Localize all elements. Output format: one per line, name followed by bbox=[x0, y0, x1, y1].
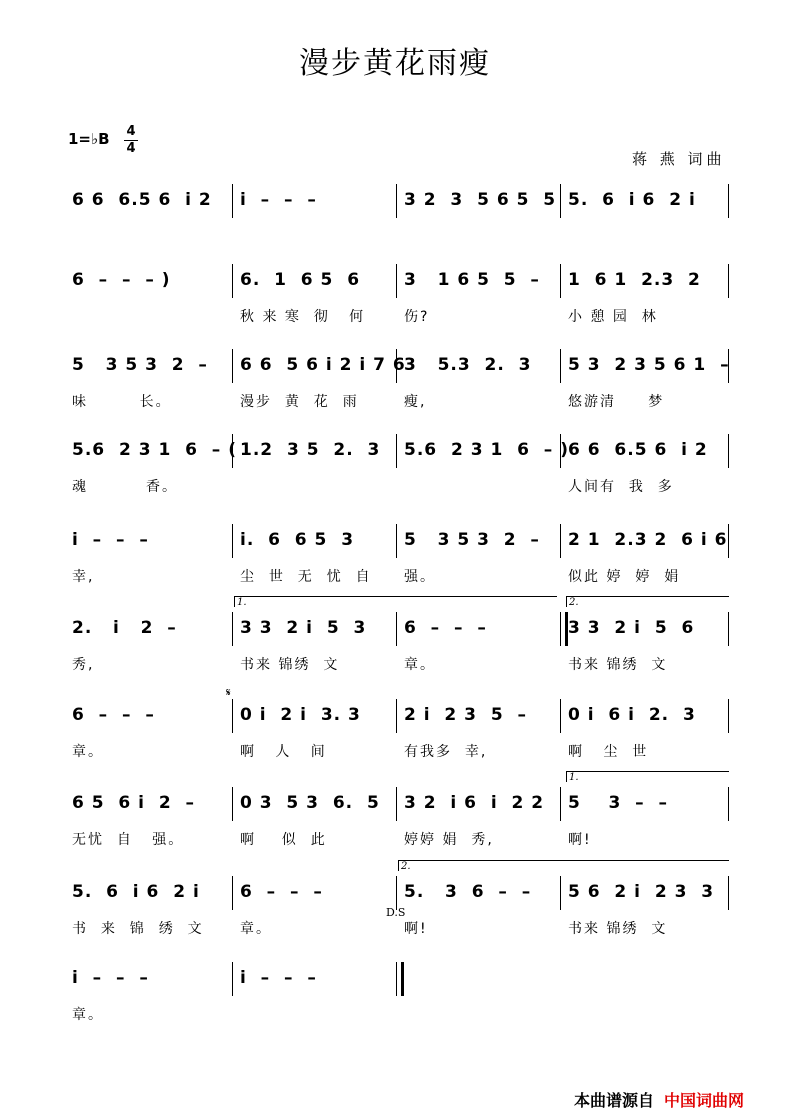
barline bbox=[396, 434, 397, 468]
measure-notes: 5. 6 i 6 2 i bbox=[568, 190, 696, 210]
measure-notes: 3 1 6 5 5 – bbox=[404, 270, 540, 290]
measure-lyrics: 伤? bbox=[404, 309, 430, 325]
measure-notes: i – – – bbox=[240, 190, 317, 210]
barline bbox=[560, 612, 568, 646]
barline bbox=[728, 264, 729, 298]
barline bbox=[232, 787, 233, 821]
measure-lyrics: 婷婷 娟 秀, bbox=[404, 832, 494, 848]
measure-notes: 5.6 2 3 1 6 – ) bbox=[404, 440, 569, 460]
measure-notes: 3 2 3 5 6 5 5 bbox=[404, 190, 557, 210]
measure-notes: 6 5 6 i 2 – bbox=[72, 793, 195, 813]
barline bbox=[396, 349, 397, 383]
measure-notes: 5 3 – – bbox=[568, 793, 669, 813]
measure-lyrics: 啊 尘 世 bbox=[568, 744, 649, 760]
barline bbox=[728, 699, 729, 733]
barline bbox=[728, 434, 729, 468]
measure-notes: i – – – bbox=[240, 968, 317, 988]
measure-notes: 5 3 5 3 2 – bbox=[72, 355, 208, 375]
barline bbox=[728, 184, 729, 218]
measure-lyrics: 无忧 自 强。 bbox=[72, 832, 185, 848]
measure-notes: 3 5.3 2. 3 bbox=[404, 355, 532, 375]
barline bbox=[560, 184, 561, 218]
measure-notes: 5. 3 6 – – bbox=[404, 882, 532, 902]
measure-notes: 6 6 6.5 6 i 2 bbox=[568, 440, 708, 460]
measure-lyrics: 小 憩 园 林 bbox=[568, 309, 658, 325]
barline bbox=[396, 876, 397, 910]
measure-lyrics: 幸, bbox=[72, 569, 95, 585]
measure-lyrics: 章。 bbox=[72, 744, 104, 760]
barline bbox=[232, 524, 233, 558]
measure-lyrics: 秀, bbox=[72, 657, 95, 673]
measure-notes: 0 i 2 i 3. 3 bbox=[240, 705, 361, 725]
score-row bbox=[0, 968, 790, 1048]
barline bbox=[396, 699, 397, 733]
measure-notes: 5 6 2 i 2 3 3 bbox=[568, 882, 715, 902]
barline bbox=[232, 184, 233, 218]
barline bbox=[232, 349, 233, 383]
measure-lyrics: 悠游清 梦 bbox=[568, 394, 665, 410]
measure-lyrics: 啊 似 此 bbox=[240, 832, 327, 848]
measure-notes: 3 2 i 6 i 2 2 bbox=[404, 793, 545, 813]
barline bbox=[396, 787, 397, 821]
measure-lyrics: 味 长。 bbox=[72, 394, 172, 410]
measure-notes: 2 1 2.3 2 6 i 6 bbox=[568, 530, 728, 550]
measure-notes: 5 3 5 3 2 – bbox=[404, 530, 540, 550]
measure-notes: 6 – – – bbox=[404, 618, 487, 638]
barline bbox=[728, 349, 729, 383]
barline bbox=[728, 612, 729, 646]
time-signature-bottom: 4 bbox=[124, 140, 138, 157]
measure-lyrics: 魂 香。 bbox=[72, 479, 179, 495]
barline bbox=[728, 876, 729, 910]
score-row bbox=[0, 270, 790, 350]
barline bbox=[396, 962, 404, 996]
measure-lyrics: 章。 bbox=[240, 921, 272, 937]
measure-lyrics: 秋 来 寒 彻 何 bbox=[240, 309, 366, 325]
measure-lyrics: 有我多 幸, bbox=[404, 744, 488, 760]
barline bbox=[560, 876, 561, 910]
volta-second: 2. bbox=[566, 596, 729, 607]
measure-notes: 5 3 2 3 5 6 1 – bbox=[568, 355, 730, 375]
score-row bbox=[0, 597, 790, 698]
volta-first: 1. bbox=[234, 596, 557, 607]
score-row bbox=[0, 355, 790, 435]
volta-first: 1. bbox=[566, 771, 729, 782]
measure-lyrics: 啊 人 间 bbox=[240, 744, 327, 760]
measure-notes: 6 – – – bbox=[72, 705, 155, 725]
barline bbox=[560, 787, 561, 821]
measure-lyrics: 啊! bbox=[404, 921, 428, 937]
measure-lyrics: 似此 婷 婷 娟 bbox=[568, 569, 681, 585]
measure-notes: 3 3 2 i 5 6 bbox=[568, 618, 695, 638]
barline bbox=[232, 264, 233, 298]
measure-notes: i – – – bbox=[72, 530, 149, 550]
barline bbox=[396, 184, 397, 218]
score-row bbox=[0, 190, 790, 270]
measure-notes: 6 – – – ) bbox=[72, 270, 171, 290]
barline bbox=[232, 962, 233, 996]
barline bbox=[728, 787, 729, 821]
measure-notes: i. 6 6 5 3 bbox=[240, 530, 355, 550]
measure-notes: 0 i 6 i 2. 3 bbox=[568, 705, 696, 725]
measure-lyrics: 书来 锦绣 文 bbox=[240, 657, 340, 673]
measure-lyrics: 尘 世 无 忧 自 bbox=[240, 569, 372, 585]
measure-notes: 1.2 3 5 2. 3 bbox=[240, 440, 381, 460]
key-signature: 1=♭B bbox=[68, 130, 110, 148]
barline bbox=[232, 699, 233, 733]
measure-notes: 6 6 6.5 6 i 2 bbox=[72, 190, 212, 210]
barline bbox=[396, 612, 397, 646]
measure-lyrics: 章。 bbox=[404, 657, 436, 673]
segno-mark: 𝄋 bbox=[226, 686, 231, 699]
ds-mark: D.S bbox=[386, 906, 406, 919]
barline bbox=[560, 349, 561, 383]
barline bbox=[396, 264, 397, 298]
volta-second: 2. bbox=[398, 860, 729, 871]
measure-notes: 2 i 2 3 5 – bbox=[404, 705, 527, 725]
time-signature bbox=[124, 124, 138, 157]
footer-left: 本曲谱源自 bbox=[574, 1091, 655, 1110]
footer-right: 中国词曲网 bbox=[664, 1091, 745, 1110]
barline bbox=[560, 524, 561, 558]
composer-credit: 蒋 燕 词曲 bbox=[632, 150, 726, 168]
measure-lyrics: 漫步 黄 花 雨 bbox=[240, 394, 359, 410]
barline bbox=[232, 434, 233, 468]
measure-notes: 6. 1 6 5 6 bbox=[240, 270, 361, 290]
barline bbox=[560, 434, 561, 468]
measure-lyrics: 强。 bbox=[404, 569, 436, 585]
score-row bbox=[0, 861, 790, 962]
footer-source bbox=[574, 1088, 744, 1111]
time-signature-top: 4 bbox=[126, 124, 136, 139]
measure-lyrics: 人间有 我 多 bbox=[568, 479, 674, 495]
measure-lyrics: 章。 bbox=[72, 1007, 104, 1023]
score-row bbox=[0, 440, 790, 520]
barline bbox=[560, 699, 561, 733]
measure-notes: 5.6 2 3 1 6 – ( bbox=[72, 440, 237, 460]
measure-notes: 6 6 5 6 i 2 i 7 6 bbox=[240, 355, 406, 375]
measure-lyrics: 瘦, bbox=[404, 394, 427, 410]
measure-notes: 3 3 2 i 5 3 bbox=[240, 618, 367, 638]
measure-notes: 2. i 2 – bbox=[72, 618, 177, 638]
barline bbox=[232, 876, 233, 910]
measure-lyrics: 啊! bbox=[568, 832, 592, 848]
measure-lyrics: 书来 锦绣 文 bbox=[568, 657, 668, 673]
barline bbox=[232, 612, 233, 646]
measure-notes: 5. 6 i 6 2 i bbox=[72, 882, 200, 902]
barline bbox=[728, 524, 729, 558]
measure-notes: i – – – bbox=[72, 968, 149, 988]
barline bbox=[560, 264, 561, 298]
barline bbox=[396, 524, 397, 558]
measure-lyrics: 书 来 锦 绣 文 bbox=[72, 921, 204, 937]
measure-lyrics: 书来 锦绣 文 bbox=[568, 921, 668, 937]
measure-notes: 0 3 5 3 6. 5 bbox=[240, 793, 380, 813]
measure-notes: 1 6 1 2.3 2 bbox=[568, 270, 701, 290]
measure-notes: 6 – – – bbox=[240, 882, 323, 902]
song-title: 漫步黄花雨瘦 bbox=[299, 46, 491, 81]
